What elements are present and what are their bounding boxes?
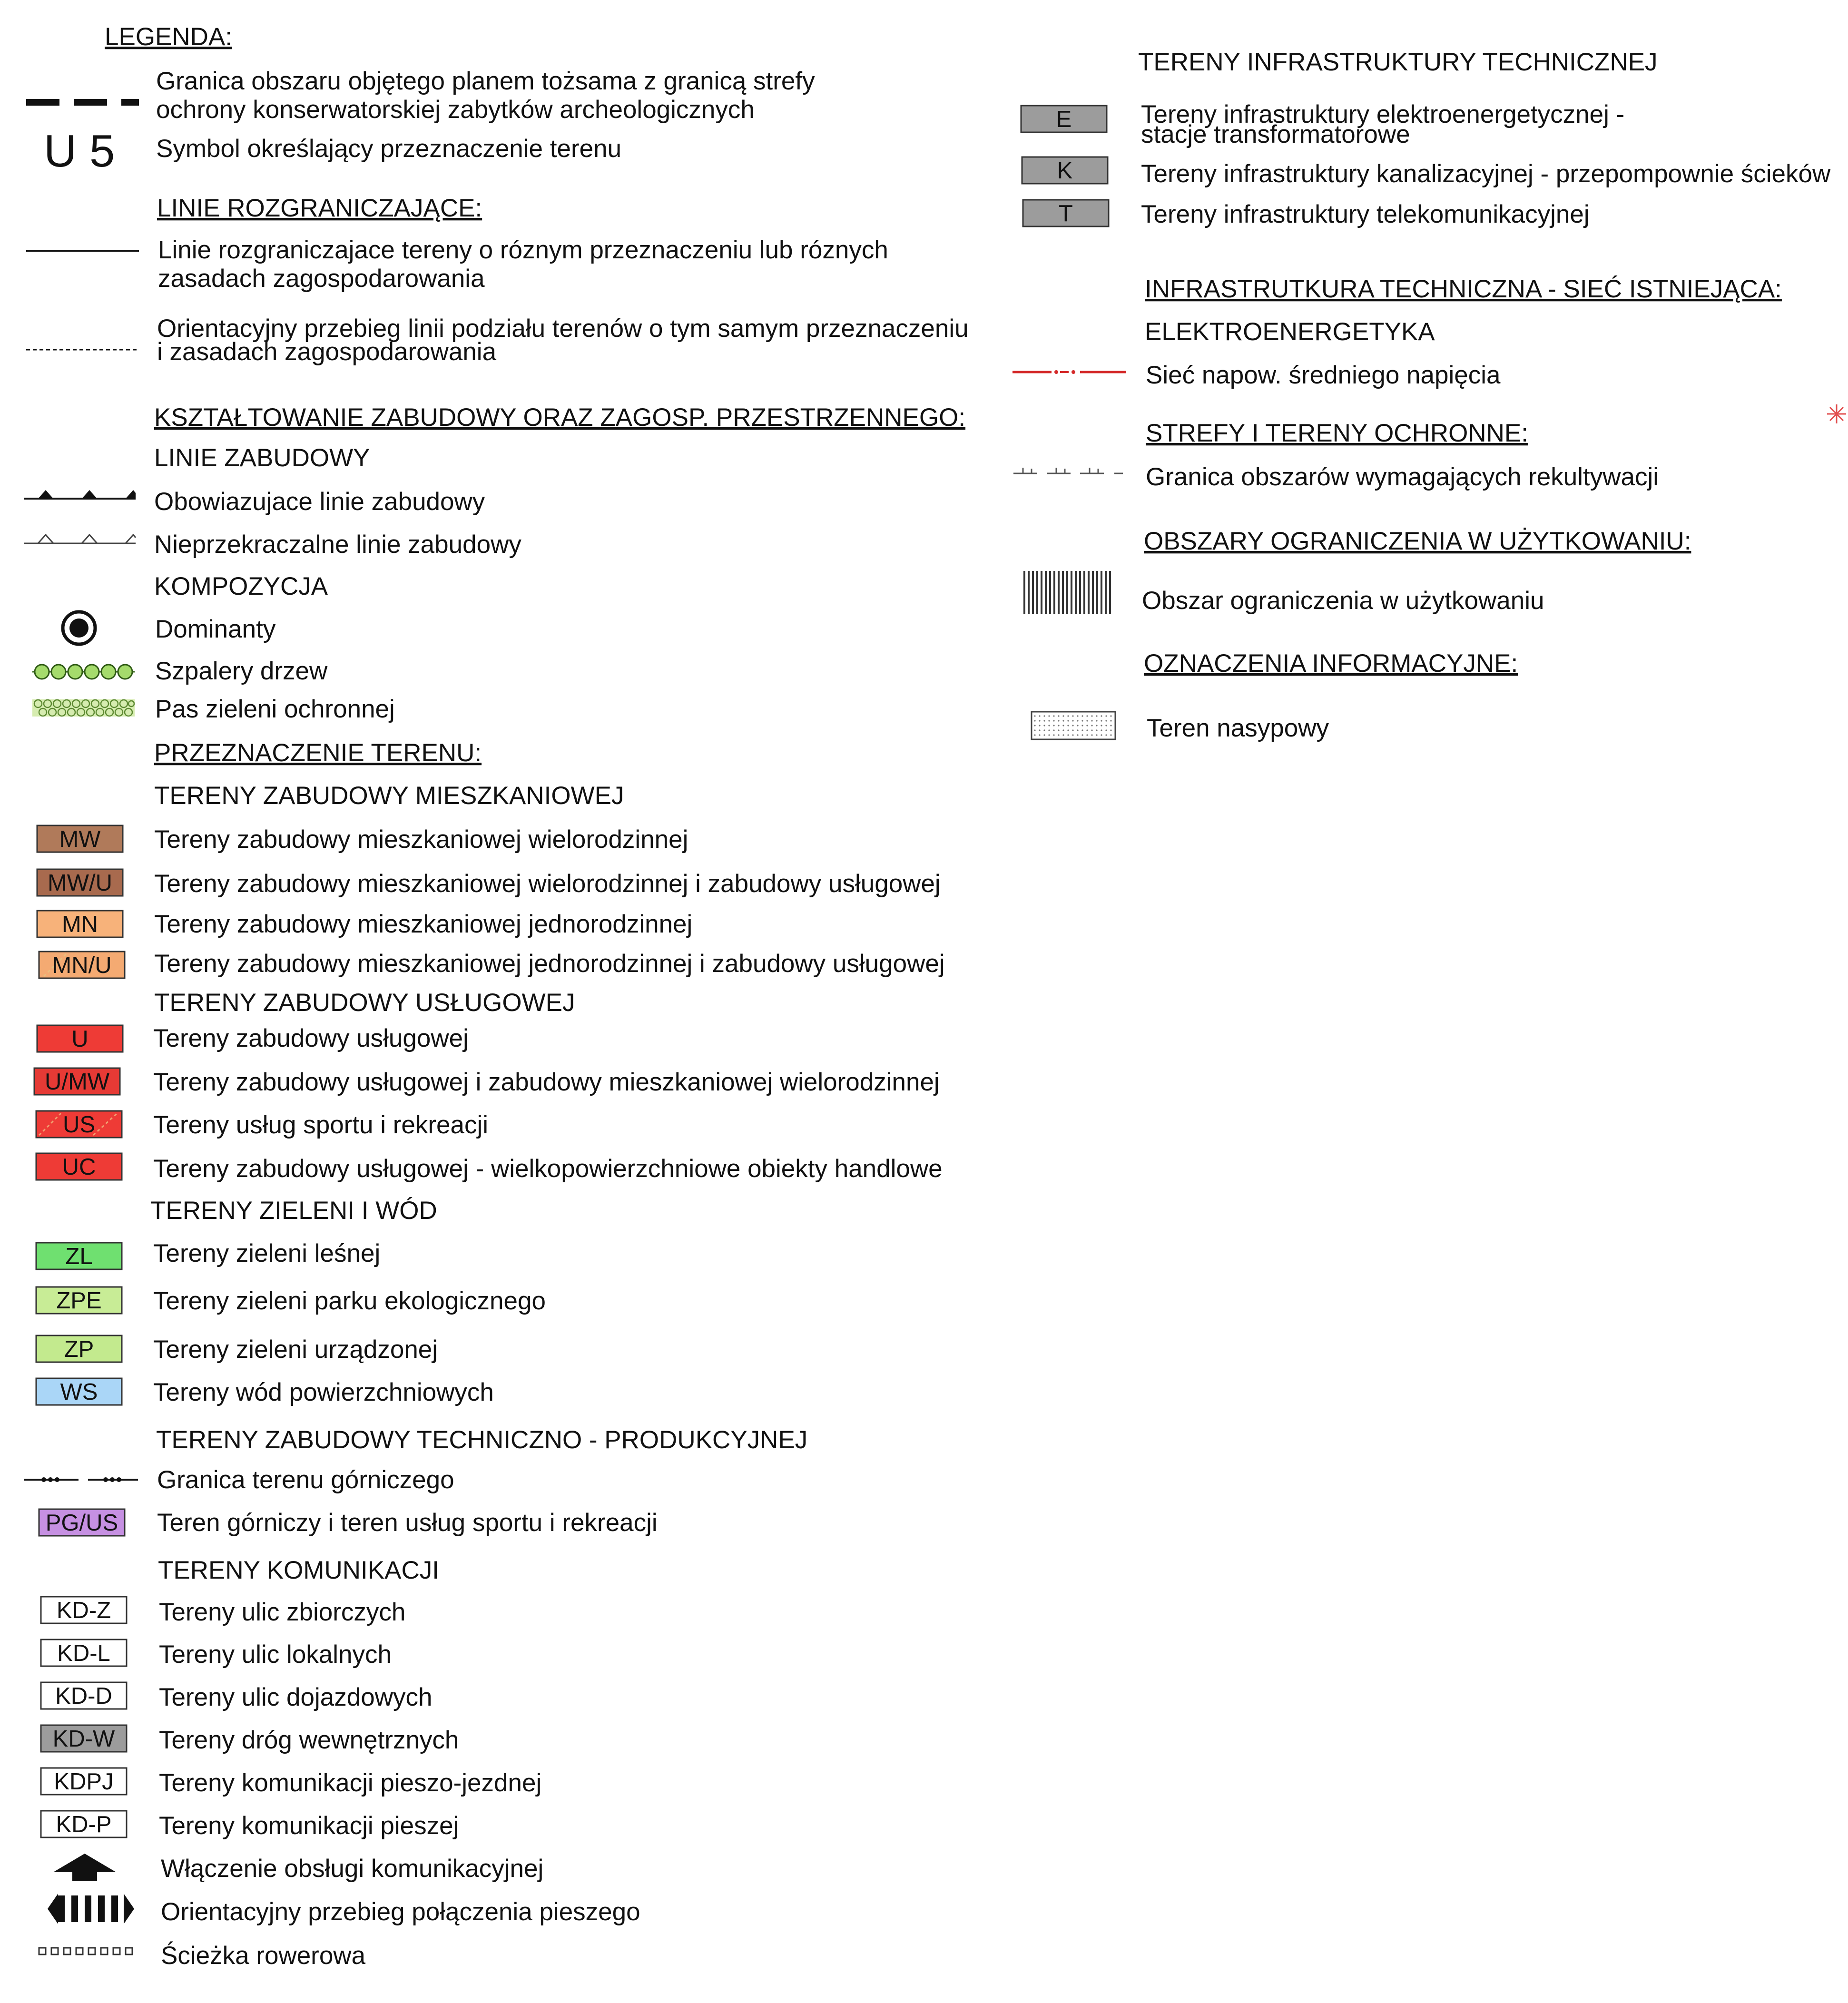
legend-title: LEGENDA: [105,23,233,51]
legend-label-pg-us: Teren górniczy i teren usług sportu i rekreacji [157,1509,658,1537]
group-title-green-water: TERENY ZIELENI I WÓD [150,1197,437,1225]
legend-swatch-k [1022,157,1108,184]
svg-text:KD-D: KD-D [55,1683,112,1709]
legend-label-embankment: Teren nasypowy [1147,714,1329,742]
legend-swatch-uc [36,1153,122,1180]
legend-swatch-zp [36,1335,122,1362]
legend-label-kdpj: Tereny komunikacji pieszo-jezdnej [159,1769,542,1797]
legend-label-kd-p: Tereny komunikacji pieszej [159,1812,459,1840]
legend-label-kd-l: Tereny ulic lokalnych [159,1640,392,1669]
legend-label-mw: Tereny zabudowy mieszkaniowej wielorodzinnej [154,825,688,854]
legend-label-us: Tereny usług sportu i rekreacji [153,1111,489,1139]
svg-text:MN: MN [61,912,98,937]
legend-label-kd-d: Tereny ulic dojazdowych [159,1683,433,1711]
legend-label-solid-line-2: zasadach zagospodarowania [158,265,485,293]
legend-label-restricted-area: Obszar ograniczenia w użytkowaniu [1142,587,1544,615]
legend-swatch-zpe [36,1287,122,1314]
subheading-power: ELEKTROENERGETYKA [1145,318,1435,346]
svg-text:PG/US: PG/US [45,1510,118,1536]
legend-swatch-mw-u [37,869,123,896]
symbol-mining-boundary [24,1477,138,1482]
section-heading-przeznaczenie: PRZEZNACZENIE TERENU: [154,739,482,767]
section-heading-infra-tech: TERENY INFRASTRUKTURY TECHNICZNEJ [1138,48,1658,76]
svg-text:ZPE: ZPE [56,1288,102,1314]
svg-text:KDPJ: KDPJ [54,1769,114,1795]
legend-label-t: Tereny infrastruktury telekomunikacyjnej [1141,200,1590,228]
legend-label-mw-u: Tereny zabudowy mieszkaniowej wielorodzinnej i zabudowy usługowej [154,870,941,898]
legend-label-e-1: Tereny infrastruktury elektroenergetycznej - [1141,100,1625,128]
symbol-code-u5: U 5 [44,126,115,177]
svg-text:U/MW: U/MW [44,1069,110,1095]
legend-label-plan-boundary-2: ochrony konserwatorskiej zabytków archeologicznych [156,96,755,124]
svg-text:US: US [62,1112,96,1138]
legend-swatch-kd-w [41,1725,127,1752]
legend-swatch-pg-us [39,1509,125,1536]
symbol-reclamation-boundary [1013,468,1123,473]
legend-label-zl: Tereny zieleni leśnej [153,1239,381,1267]
legend-label-dotted-line-1: Orientacyjny przebieg linii podziału terenów o tym samym przeznaczeniu [157,314,969,343]
legend-label-bike-path: Ścieżka rowerowa [161,1942,366,1970]
legend-label-code-symbol: Symbol określający przeznaczenie terenu [156,135,622,163]
svg-text:ZP: ZP [64,1336,94,1362]
legend-label-ws: Tereny wód powierzchniowych [153,1378,494,1406]
legend-swatch-zl [36,1243,122,1269]
legend-label-pedestrian-link: Orientacyjny przebieg połączenia pieszego [161,1898,640,1926]
legend-label-green-belt: Pas zieleni ochronnej [155,695,395,723]
legend-label-mn: Tereny zabudowy mieszkaniowej jednorodzinnej [154,910,693,938]
svg-text:MW/U: MW/U [47,870,113,896]
legend-label-zp: Tereny zieleni urządzonej [153,1335,438,1364]
svg-text:ZL: ZL [65,1244,93,1269]
legend-label-dominants: Dominanty [155,615,276,643]
svg-text:U: U [71,1026,88,1052]
svg-text:T: T [1059,201,1073,226]
legend-swatch-u [37,1025,123,1052]
legend-swatch-mn-u [39,952,125,978]
legend-swatch-t [1023,200,1109,226]
legend-swatch-mw [37,825,123,852]
legend-label-mining-boundary: Granica terenu górniczego [157,1466,454,1494]
legend-label-kd-z: Tereny ulic zbiorczych [159,1598,406,1626]
legend-label-mn-u: Tereny zabudowy mieszkaniowej jednorodzinnej i zabudowy usługowej [154,950,945,978]
svg-text:KD-W: KD-W [52,1726,115,1752]
red-asterisk-icon [1827,404,1846,423]
symbol-mv-power-line [1012,370,1126,374]
bike-path-icon [39,1948,132,1954]
legend-swatch-kd-l [41,1640,127,1666]
restricted-area-hatch-icon [1023,571,1111,614]
group-title-residential: TERENY ZABUDOWY MIESZKANIOWEJ [154,782,624,810]
pedestrian-link-icon [48,1894,134,1924]
section-heading-linie: LINIE ROZGRANICZAJĄCE: [157,194,482,222]
symbol-mandatory-building-line [24,490,136,499]
legend-label-mv-power-line: Sieć napow. średniego napięcia [1146,361,1501,389]
legend-label-zpe: Tereny zieleni parku ekologicznego [153,1287,546,1315]
legend-label-uc: Tereny zabudowy usługowej - wielkopowierzchniowe obiekty handlowe [153,1155,943,1183]
subheading-kompozycja: KOMPOZYCJA [154,572,328,600]
legend-swatch-u-mw [34,1068,120,1095]
dominant-icon [63,612,95,644]
section-heading-network: INFRASTRUTKURA TECHNICZNA - SIEĆ ISTNIEJĄCA: [1145,275,1782,303]
legend-label-tree-row: Szpalery drzew [155,657,328,685]
legend-label-u: Tereny zabudowy usługowej [153,1024,469,1052]
svg-text:E: E [1056,107,1072,132]
section-heading-informational: OZNACZENIA INFORMACYJNE: [1144,649,1518,677]
access-arrow-icon [53,1854,116,1881]
green-belt-icon [32,699,135,717]
legend-label-kd-w: Tereny dróg wewnętrznych [159,1726,459,1754]
svg-text:WS: WS [60,1379,98,1405]
legend-swatch-us [36,1111,122,1138]
subheading-linie-zabudowy: LINIE ZABUDOWY [154,444,370,472]
section-heading-ksztaltowanie: KSZTAŁTOWANIE ZABUDOWY ORAZ ZAGOSP. PRZESTRZENNEGO: [154,403,966,432]
svg-text:MN/U: MN/U [52,952,112,978]
legend-label-u-mw: Tereny zabudowy usługowej i zabudowy mieszkaniowej wielorodzinnej [153,1068,940,1096]
svg-text:UC: UC [62,1154,96,1180]
legend-swatch-kd-d [41,1682,127,1709]
symbol-nonexceedable-building-line [24,535,136,543]
svg-text:K: K [1057,158,1073,184]
svg-text:KD-P: KD-P [56,1812,112,1837]
legend-swatch-kd-p [41,1811,127,1837]
group-title-services: TERENY ZABUDOWY USŁUGOWEJ [154,989,575,1017]
svg-text:KD-Z: KD-Z [56,1598,111,1623]
svg-text:MW: MW [59,826,101,852]
legend-label-k: Tereny infrastruktury kanalizacyjnej - przepompownie ścieków [1141,160,1831,188]
legend-label-access: Włączenie obsługi komunikacyjnej [161,1855,544,1883]
legend-swatch-kdpj [41,1768,127,1795]
legend-label-reclamation-boundary: Granica obszarów wymagających rekultywacji [1146,463,1659,491]
legend-label-nonexceedable-building-line: Nieprzekraczalne linie zabudowy [154,530,521,559]
legend-swatch-mn [37,911,123,937]
svg-text:KD-L: KD-L [57,1640,110,1666]
legend-swatch-e [1021,106,1107,132]
group-title-transport: TERENY KOMUNIKACJI [158,1556,439,1584]
legend-label-plan-boundary-1: Granica obszaru objętego planem tożsama z granicą strefy [156,67,815,95]
embankment-icon [1032,712,1115,739]
group-title-technical-production: TERENY ZABUDOWY TECHNICZNO - PRODUKCYJNEJ [156,1426,808,1454]
legend-label-dotted-line-2: i zasadach zagospodarowania [157,338,497,366]
legend-swatch-kd-z [41,1597,127,1623]
legend-label-mandatory-building-line: Obowiazujace linie zabudowy [154,488,485,516]
legend-swatch-ws [36,1378,122,1405]
section-heading-protection: STREFY I TERENY OCHRONNE: [1146,419,1528,447]
legend-label-e-2: stacje transformatorowe [1141,120,1410,148]
tree-row-icon [32,665,135,679]
legend-label-solid-line-1: Linie rozgraniczajace tereny o róznym przeznaczeniu lub róznych [158,236,888,264]
section-heading-restrictions: OBSZARY OGRANICZENIA W UŻYTKOWANIU: [1144,527,1691,555]
